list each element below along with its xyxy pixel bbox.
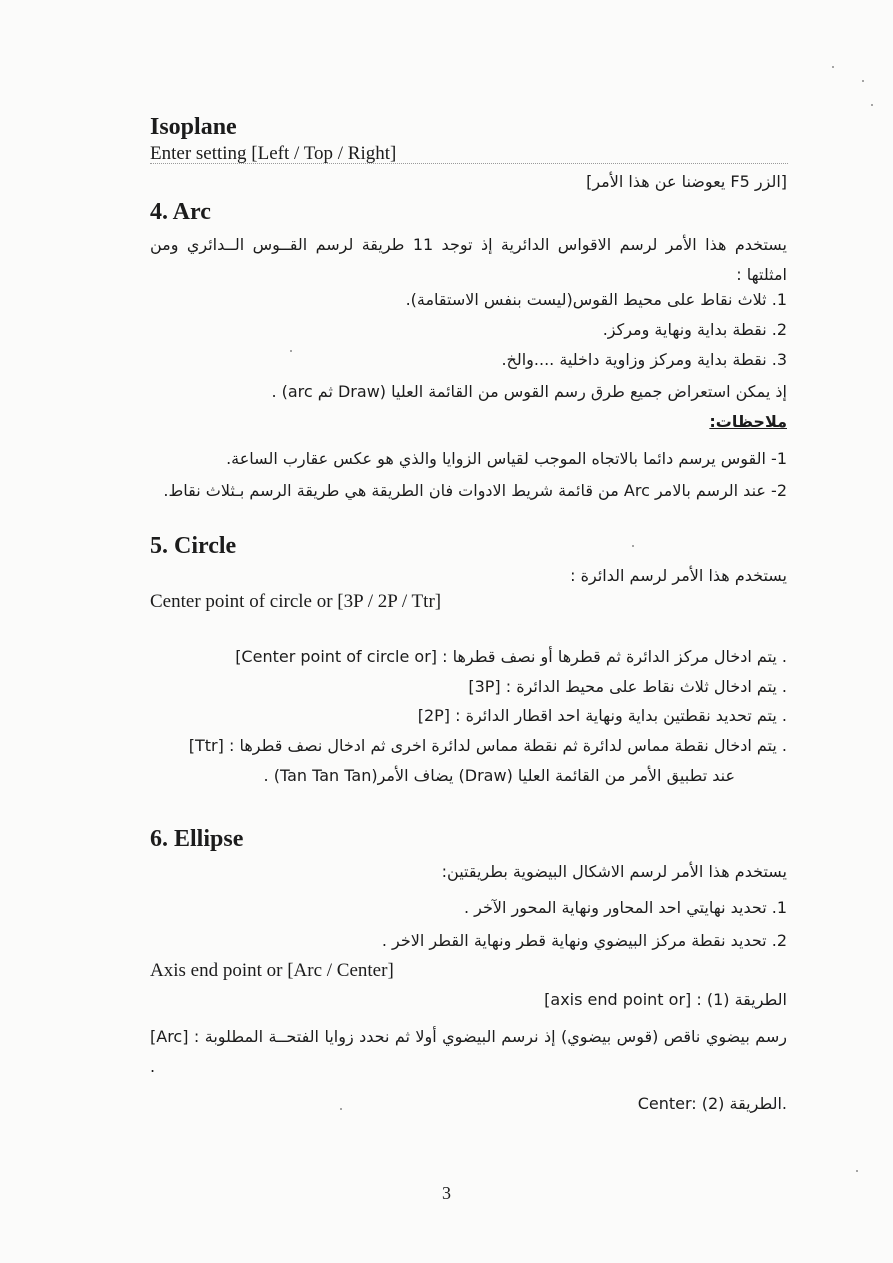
arc-note-2: 2- عند الرسم بالامر Arc من قائمة شريط الادوات فان الطريقة هي طريقة الرسم بـثلاث نقاط. [163, 481, 787, 500]
arc-heading: 4. Arc [150, 199, 211, 225]
circle-prompt: Center point of circle or [3P / 2P / Ttr] [150, 591, 442, 612]
arc-notes-title: ملاحظات: [709, 412, 787, 431]
scan-speck [340, 1108, 342, 1110]
scan-speck [856, 1170, 858, 1172]
scan-speck [832, 66, 834, 68]
ellipse-arc-line: [Arc] : رسم بيضوي ناقص (قوس بيضوي) إذ نرسم البيضوي أولا ثم نحدد زوايا الفتحــة المطلوبة . [150, 1027, 787, 1076]
ellipse-item-1: 1. تحديد نهايتي احد المحاور ونهاية المحور الآخر . [464, 898, 787, 917]
arc-intro: يستخدم هذا الأمر لرسم الاقواس الدائرية إذ توجد 11 طريقة لرسم القــوس الــدائري ومن امثلتها : [150, 235, 788, 284]
ellipse-item-2: 2. تحديد نقطة مركز البيضوي ونهاية قطر ونهاية القطر الاخر . [381, 931, 787, 950]
arc-draw-note: إذ يمكن استعراض جميع طرق رسم القوس من القائمة العليا (Draw ثم arc) . [271, 382, 787, 401]
scan-speck [290, 350, 292, 352]
ellipse-intro: يستخدم هذا الأمر لرسم الاشكال البيضوية بطريقتين: [441, 862, 787, 881]
arc-item-3: 3. نقطة بداية ومركز وزاوية داخلية ....والخ. [501, 350, 787, 369]
circle-line-5: عند تطبيق الأمر من القائمة العليا (Draw) يضاف الأمر(Tan Tan Tan) . [263, 766, 735, 785]
ellipse-heading: 6. Ellipse [150, 826, 244, 852]
scan-speck [632, 545, 634, 547]
isoplane-note: [الزر F5 يعوضنا عن هذا الأمر] [586, 172, 787, 191]
divider [150, 163, 788, 164]
circle-line-4: [Ttr] : يتم ادخال نقطة مماس لدائرة ثم نقطة مماس لدائرة اخرى ثم ادخال نصف قطرها . [188, 736, 787, 755]
circle-intro: يستخدم هذا الأمر لرسم الدائرة : [570, 566, 787, 585]
ellipse-center-line: Center: الطريقة (2). [637, 1094, 787, 1113]
scan-speck [862, 80, 864, 82]
isoplane-heading: Isoplane [150, 114, 237, 140]
page-number: 3 [442, 1183, 451, 1203]
arc-note-1: 1- القوس يرسم دائما بالاتجاه الموجب لقياس الزوايا والذي هو عكس عقارب الساعة. [226, 449, 787, 468]
circle-line-1: [Center point of circle or] : يتم ادخال مركز الدائرة ثم قطرها أو نصف قطرها . [235, 647, 787, 666]
circle-line-2: [3P] : يتم ادخال ثلاث نقاط على محيط الدائرة . [468, 677, 787, 696]
arc-item-1: 1. ثلاث نقاط على محيط القوس(ليست بنفس الاستقامة). [405, 290, 787, 309]
circle-heading: 5. Circle [150, 533, 237, 559]
circle-line-3: [2P] : يتم تحديد نقطتين بداية ونهاية احد اقطار الدائرة . [417, 706, 787, 725]
isoplane-prompt: Enter setting [Left / Top / Right] [150, 143, 397, 164]
ellipse-prompt: Axis end point or [Arc / Center] [150, 960, 394, 981]
ellipse-method-1: [axis end point or] : الطريقة (1) [544, 990, 787, 1009]
arc-item-2: 2. نقطة بداية ونهاية ومركز. [602, 320, 787, 339]
scan-speck [871, 104, 873, 106]
